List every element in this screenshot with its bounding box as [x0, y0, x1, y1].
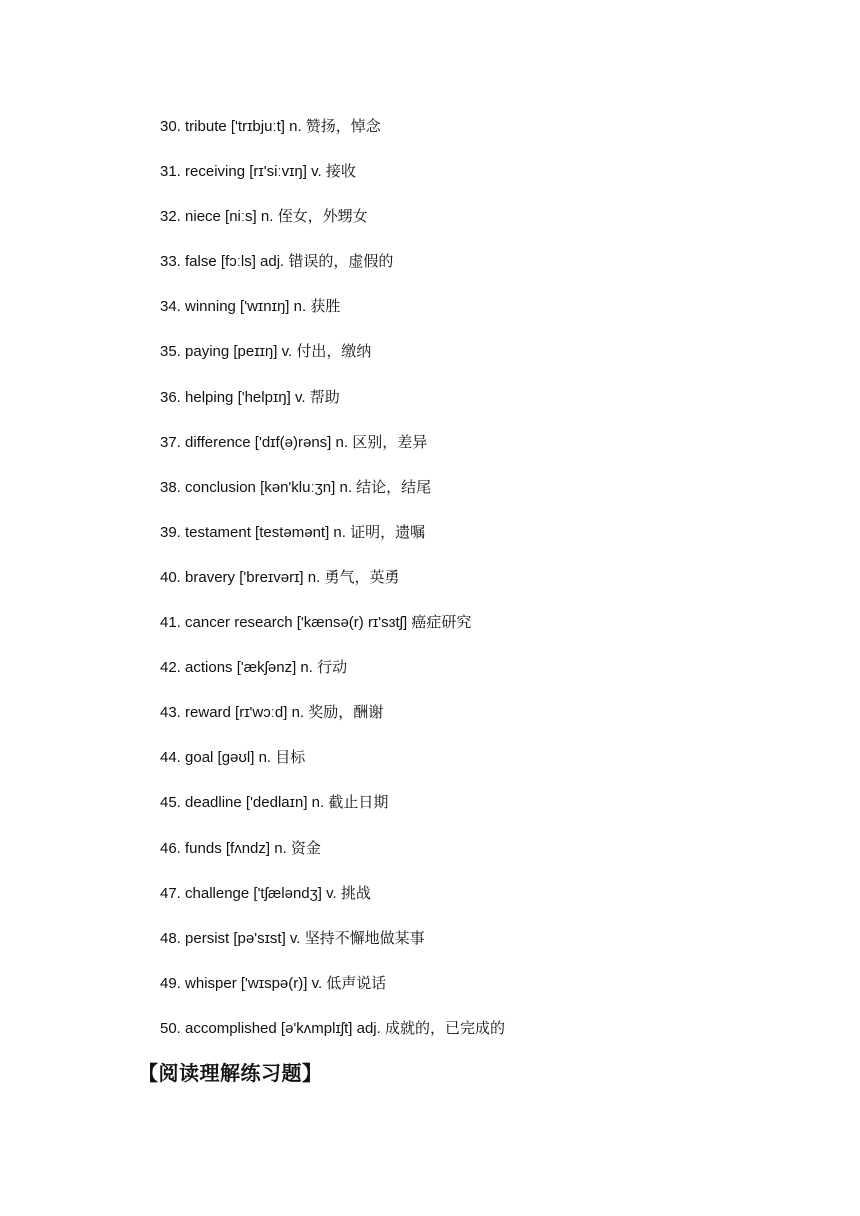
vocabulary-item: 45. deadline ['dedlaɪn] n. 截止日期 [160, 794, 389, 812]
vocabulary-item: 30. tribute ['trɪbjuːt] n. 赞扬，悼念 [160, 118, 381, 135]
vocabulary-item: 39. testament [testəmənt] n. 证明，遗嘱 [160, 523, 426, 541]
vocabulary-item: 33. false [fɔːls] adj. 错误的，虚假的 [160, 253, 394, 271]
vocabulary-item: 43. reward [rɪ'wɔːd] n. 奖励，酬谢 [160, 704, 384, 722]
vocabulary-item: 38. conclusion [kən'kluːʒn] n. 结论，结尾 [160, 478, 432, 496]
vocabulary-item: 48. persist [pə'sɪst] v. 坚持不懈地做某事 [160, 929, 425, 947]
vocabulary-item: 50. accomplished [ə'kʌmplɪʃt] adj. 成就的，已完成的 [160, 1019, 505, 1037]
vocabulary-item: 34. winning ['wɪnɪŋ] n. 获胜 [160, 298, 341, 316]
vocabulary-item: 42. actions ['ækʃənz] n. 行动 [160, 659, 348, 677]
vocabulary-item: 46. funds [fʌndz] n. 资金 [160, 839, 321, 857]
vocabulary-item: 37. difference ['dɪf(ə)rəns] n. 区别，差异 [160, 433, 428, 451]
vocabulary-item: 40. bravery ['breɪvərɪ] n. 勇气，英勇 [160, 568, 400, 586]
vocabulary-list [160, 116, 780, 1063]
vocabulary-item: 49. whisper ['wɪspə(r)] v. 低声说话 [160, 974, 387, 992]
vocabulary-item: 32. niece [niːs] n. 侄女，外甥女 [160, 208, 368, 226]
vocabulary-item: 36. helping ['helpɪŋ] v. 帮助 [160, 388, 340, 406]
vocabulary-item: 35. paying [peɪɪŋ] v. 付出，缴纳 [160, 343, 372, 361]
vocabulary-item: 47. challenge ['tʃæləndʒ] v. 挑战 [160, 884, 371, 902]
vocabulary-item: 31. receiving [rɪ'siːvɪŋ] v. 接收 [160, 163, 356, 181]
vocabulary-item: 41. cancer research ['kænsə(r) rɪ'sɜtʃ] 癌症研究 [160, 614, 472, 632]
vocabulary-item: 44. goal [gəʊl] n. 目标 [160, 749, 306, 767]
section-heading: 【阅读理解练习题】 [138, 1063, 323, 1085]
